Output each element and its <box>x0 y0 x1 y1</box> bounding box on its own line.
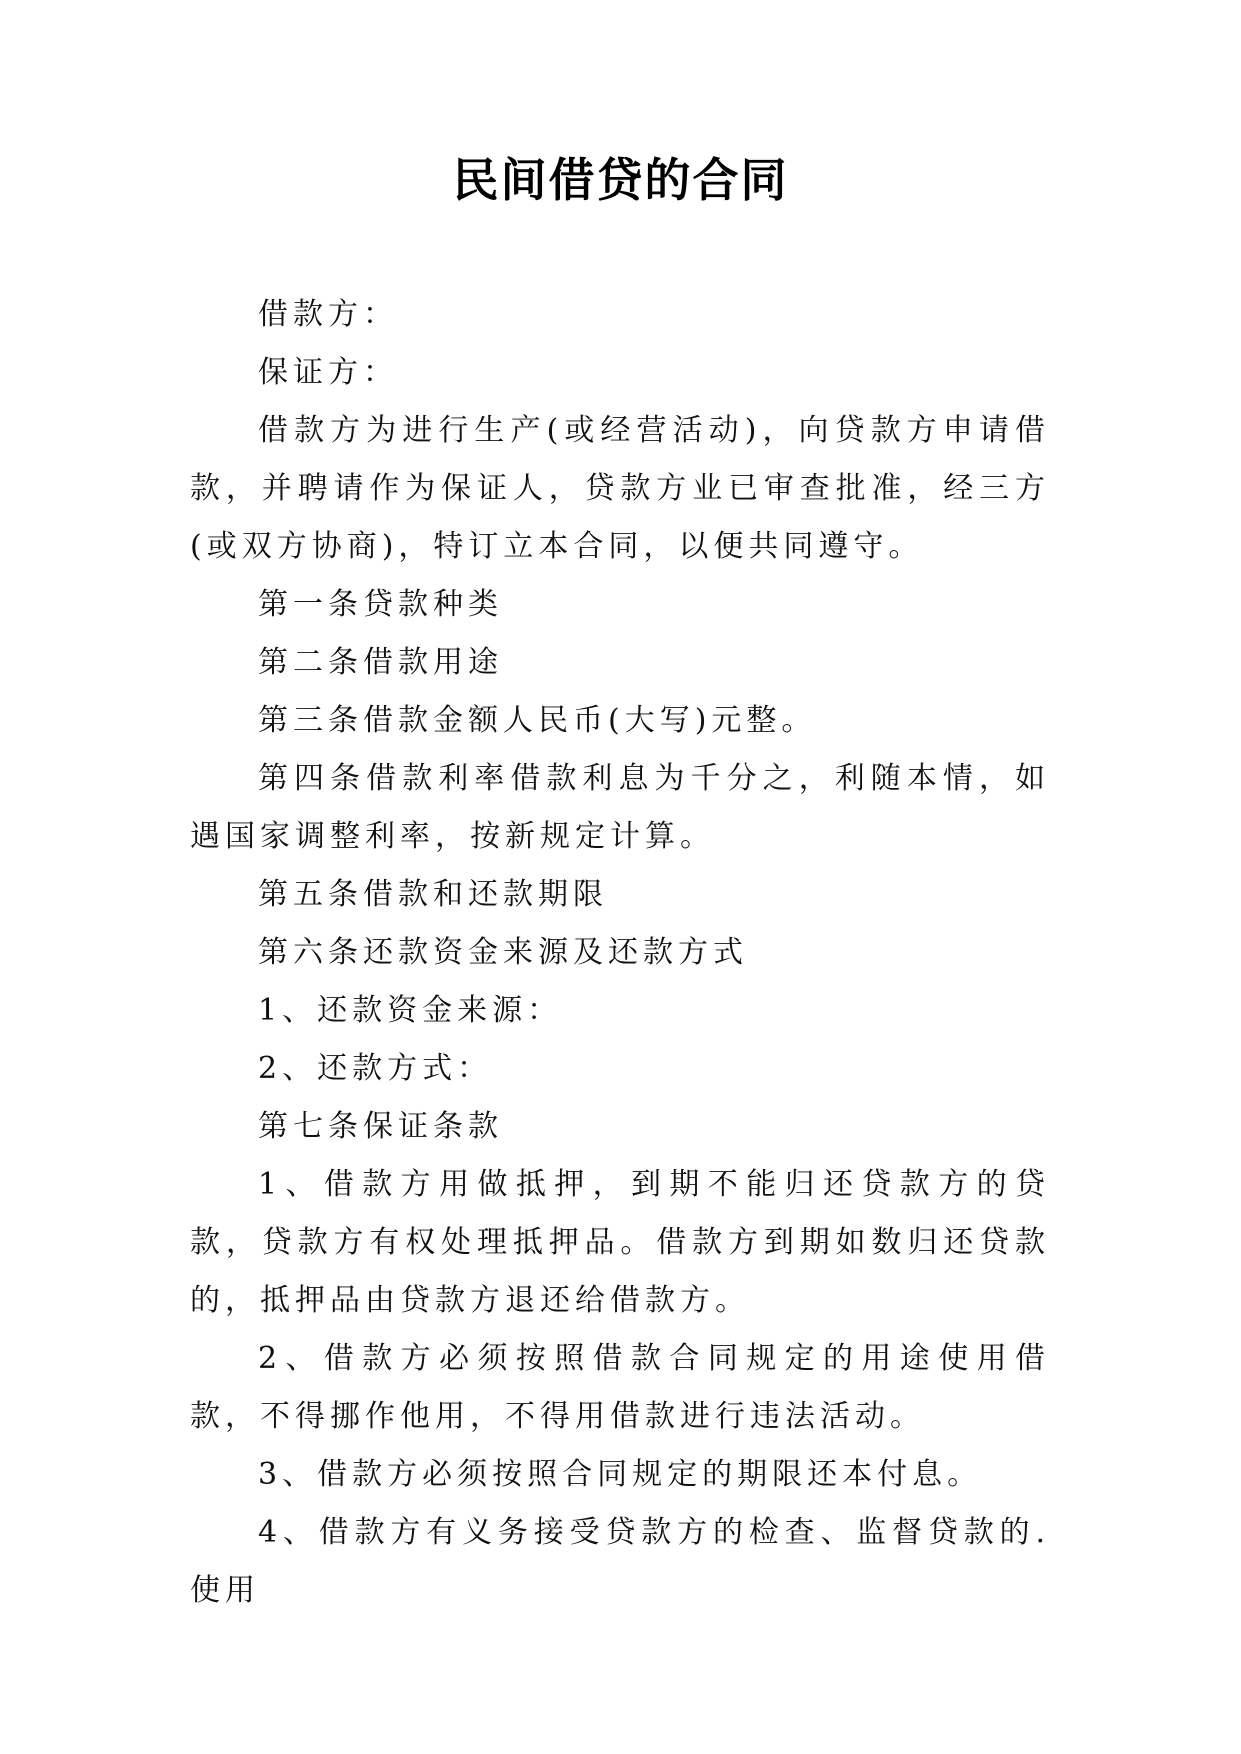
guarantee-clause-2: 2、借款方必须按照借款合同规定的用途使用借款，不得挪作他用，不得用借款进行违法活动。 <box>190 1341 1050 1434</box>
article-6-heading: 第六条还款资金来源及还款方式 <box>258 935 748 970</box>
article-5-heading: 第五条借款和还款期限 <box>258 877 608 912</box>
article-4-paragraph: 第四条借款利率借款利息为千分之，利随本情，如遇国家调整利率，按新规定计算。 <box>190 761 1050 854</box>
article-1-heading: 第一条贷款种类 <box>258 587 503 622</box>
article-2-heading: 第二条借款用途 <box>258 645 503 680</box>
article-7-heading: 第七条保证条款 <box>258 1109 503 1144</box>
borrower-line: 借款方： <box>258 297 398 332</box>
guarantee-clause-4: 4、借款方有义务接受贷款方的检查、监督贷款的.使用 <box>190 1515 1050 1608</box>
repayment-method-item: 2、还款方式： <box>258 1051 493 1086</box>
document-title: 民间借贷的合同 <box>452 153 789 207</box>
guarantee-clause-1: 1、借款方用做抵押，到期不能归还贷款方的贷款，贷款方有权处理抵押品。借款方到期如数归还贷款的，抵押品由贷款方退还给借款方。 <box>190 1167 1050 1318</box>
document-body <box>190 286 1050 1620</box>
guarantee-clause-3: 3、借款方必须按照合同规定的期限还本付息。 <box>258 1457 983 1492</box>
article-3-paragraph: 第三条借款金额人民币(大写)元整。 <box>258 703 817 738</box>
preamble-paragraph: 借款方为进行生产(或经营活动)，向贷款方申请借款，并聘请作为保证人，贷款方业已审查批准，经三方(或双方协商)，特订立本合同，以便共同遵守。 <box>190 413 1050 564</box>
repayment-source-item: 1、还款资金来源： <box>258 993 563 1028</box>
guarantor-line: 保证方： <box>258 355 398 390</box>
